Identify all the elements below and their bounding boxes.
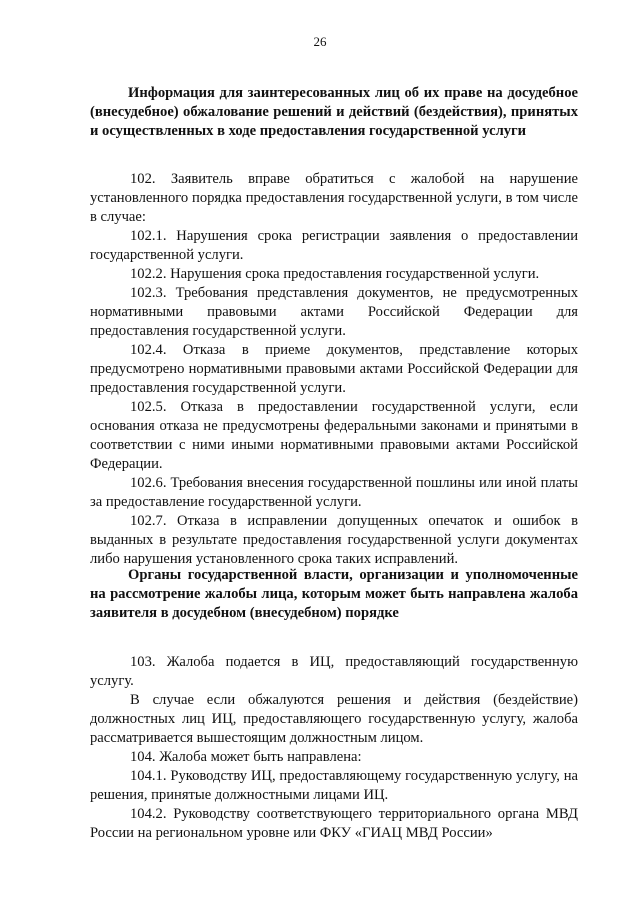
heading-appeal-rights: Информация для заинтересованных лиц об их праве на досудебное (внесудебное) обжалование решений и действий (бездействия), принятых и осуществленных в ходе предоставления государственной услуги [90, 85, 578, 139]
paragraph-102-2: 102.2. Нарушения срока предоставления государственной услуги. [130, 266, 540, 282]
paragraph-102-7: 102.7. Отказа в исправлении допущенных опечаток и ошибок в выданных в результате предоставления государственной услуги документах либо нарушения установленного срока таких исправлений. [90, 513, 578, 567]
page-number: 26 [313, 34, 327, 49]
paragraph-102-4: 102.4. Отказа в приеме документов, представление которых предусмотрено нормативными правовыми актами Российской Федерации для предоставления государственной услуги. [90, 342, 578, 396]
paragraph-102-1: 102.1. Нарушения срока регистрации заявления о предоставлении государственной услуги. [90, 228, 578, 263]
section-appeal-submission [90, 653, 578, 843]
paragraph-104-2: 104.2. Руководству соответствующего территориального органа МВД России на региональном уровне или ФКУ «ГИАЦ МВД России» [90, 806, 578, 841]
section-appeal-cases [90, 170, 578, 569]
paragraph-104: 104. Жалоба может быть направлена: [130, 749, 362, 765]
paragraph-102-3: 102.3. Требования представления документов, не предусмотренных нормативными правовыми актами Российской Федерации для предоставления государственной услуги. [90, 285, 578, 339]
paragraph-104-1: 104.1. Руководству ИЦ, предоставляющему государственную услугу, на решения, принятые должностными лицами ИЦ. [90, 768, 578, 803]
paragraph-102-6: 102.6. Требования внесения государственной пошлины или иной платы за предоставление государственной услуги. [90, 475, 578, 510]
heading-appeal-authorities: Органы государственной власти, организации и уполномоченные на рассмотрение жалобы лица, которым может быть направлена жалоба заявителя в досудебном (внесудебном) порядке [90, 567, 578, 621]
paragraph-103: 103. Жалоба подается в ИЦ, предоставляющий государственную услугу. [90, 654, 578, 689]
paragraph-102: 102. Заявитель вправе обратиться с жалобой на нарушение установленного порядка предоставления государственной услуги, в том числе в случае: [90, 171, 578, 225]
paragraph-103-note: В случае если обжалуются решения и действия (бездействие) должностных лиц ИЦ, предоставляющего государственную услугу, жалоба рассматривается вышестоящим должностным лицом. [90, 692, 578, 746]
paragraph-102-5: 102.5. Отказа в предоставлении государственной услуги, если основания отказа не предусмотрены федеральными законами и принятыми в соответствии с ними иными нормативными правовыми актами Российской Федерации. [90, 399, 578, 472]
